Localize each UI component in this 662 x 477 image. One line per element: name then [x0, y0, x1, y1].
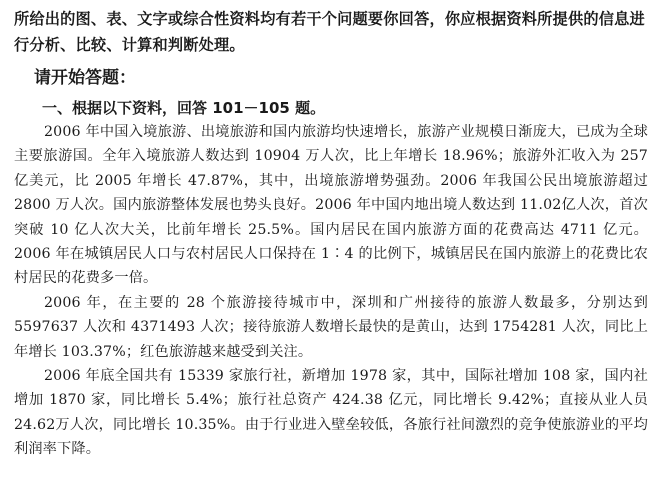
paragraph-inbound-tourism: 2006 年中国入境旅游、出境旅游和国内旅游均快速增长，旅游产业规模日渐庞大，已成为全球主要旅游国。全年入境旅游人数达到 10904 万人次，比上年增长 18.96%；旅游外汇收入为 257 亿美元，比 2005 年增长 47.87%，其中，出境旅游增势强劲。2006 年我国公民出境旅游超过 2800 万人次。国内旅游整体发展也势头良好。2006 年中国内地出境人数达到 11.02亿人次，首次突破 10 亿人次大关，比前年增长 25.5%。国内居民在国内旅游方面的花费高达 4711 亿元。2006 年在城镇居民人口与农村居民人口保持在 1∶4 的比例下，城镇居民在国内旅游上的花费比农村居民的花费多一倍。: [14, 124, 648, 287]
start-heading: 请开始答题：: [34, 68, 136, 88]
instructions-text: 所给出的图、表、文字或综合性资料均有若干个问题要你回答，你应根据资料所提供的信息进行分析、比较、计算和判断处理。: [14, 10, 645, 54]
section-title: 一、根据以下资料，回答 101－105 题。: [42, 99, 326, 117]
paragraph-travel-agencies: 2006 年底全国共有 15339 家旅行社，新增加 1978 家，其中，国际社增加 108 家，国内社增加 1870 家，同比增长 5.4%；旅行社总资产 424.38 亿元，同比增长 9.42%；直接从业人员 24.62万人次，同比增长 10.35%。由于行业进入壁垒较低，各旅行社间激烈的竞争使旅游业的平均利润率下降。: [14, 368, 648, 458]
paragraph-host-cities: 2006 年，在主要的 28 个旅游接待城市中，深圳和广州接待的旅游人数最多，分别达到 5597637 人次和 4371493 人次；接待旅游人数增长最快的是黄山，达到 1754281 人次，同比上年增长 103.37%；红色旅游越来越受到关注。: [14, 294, 648, 360]
